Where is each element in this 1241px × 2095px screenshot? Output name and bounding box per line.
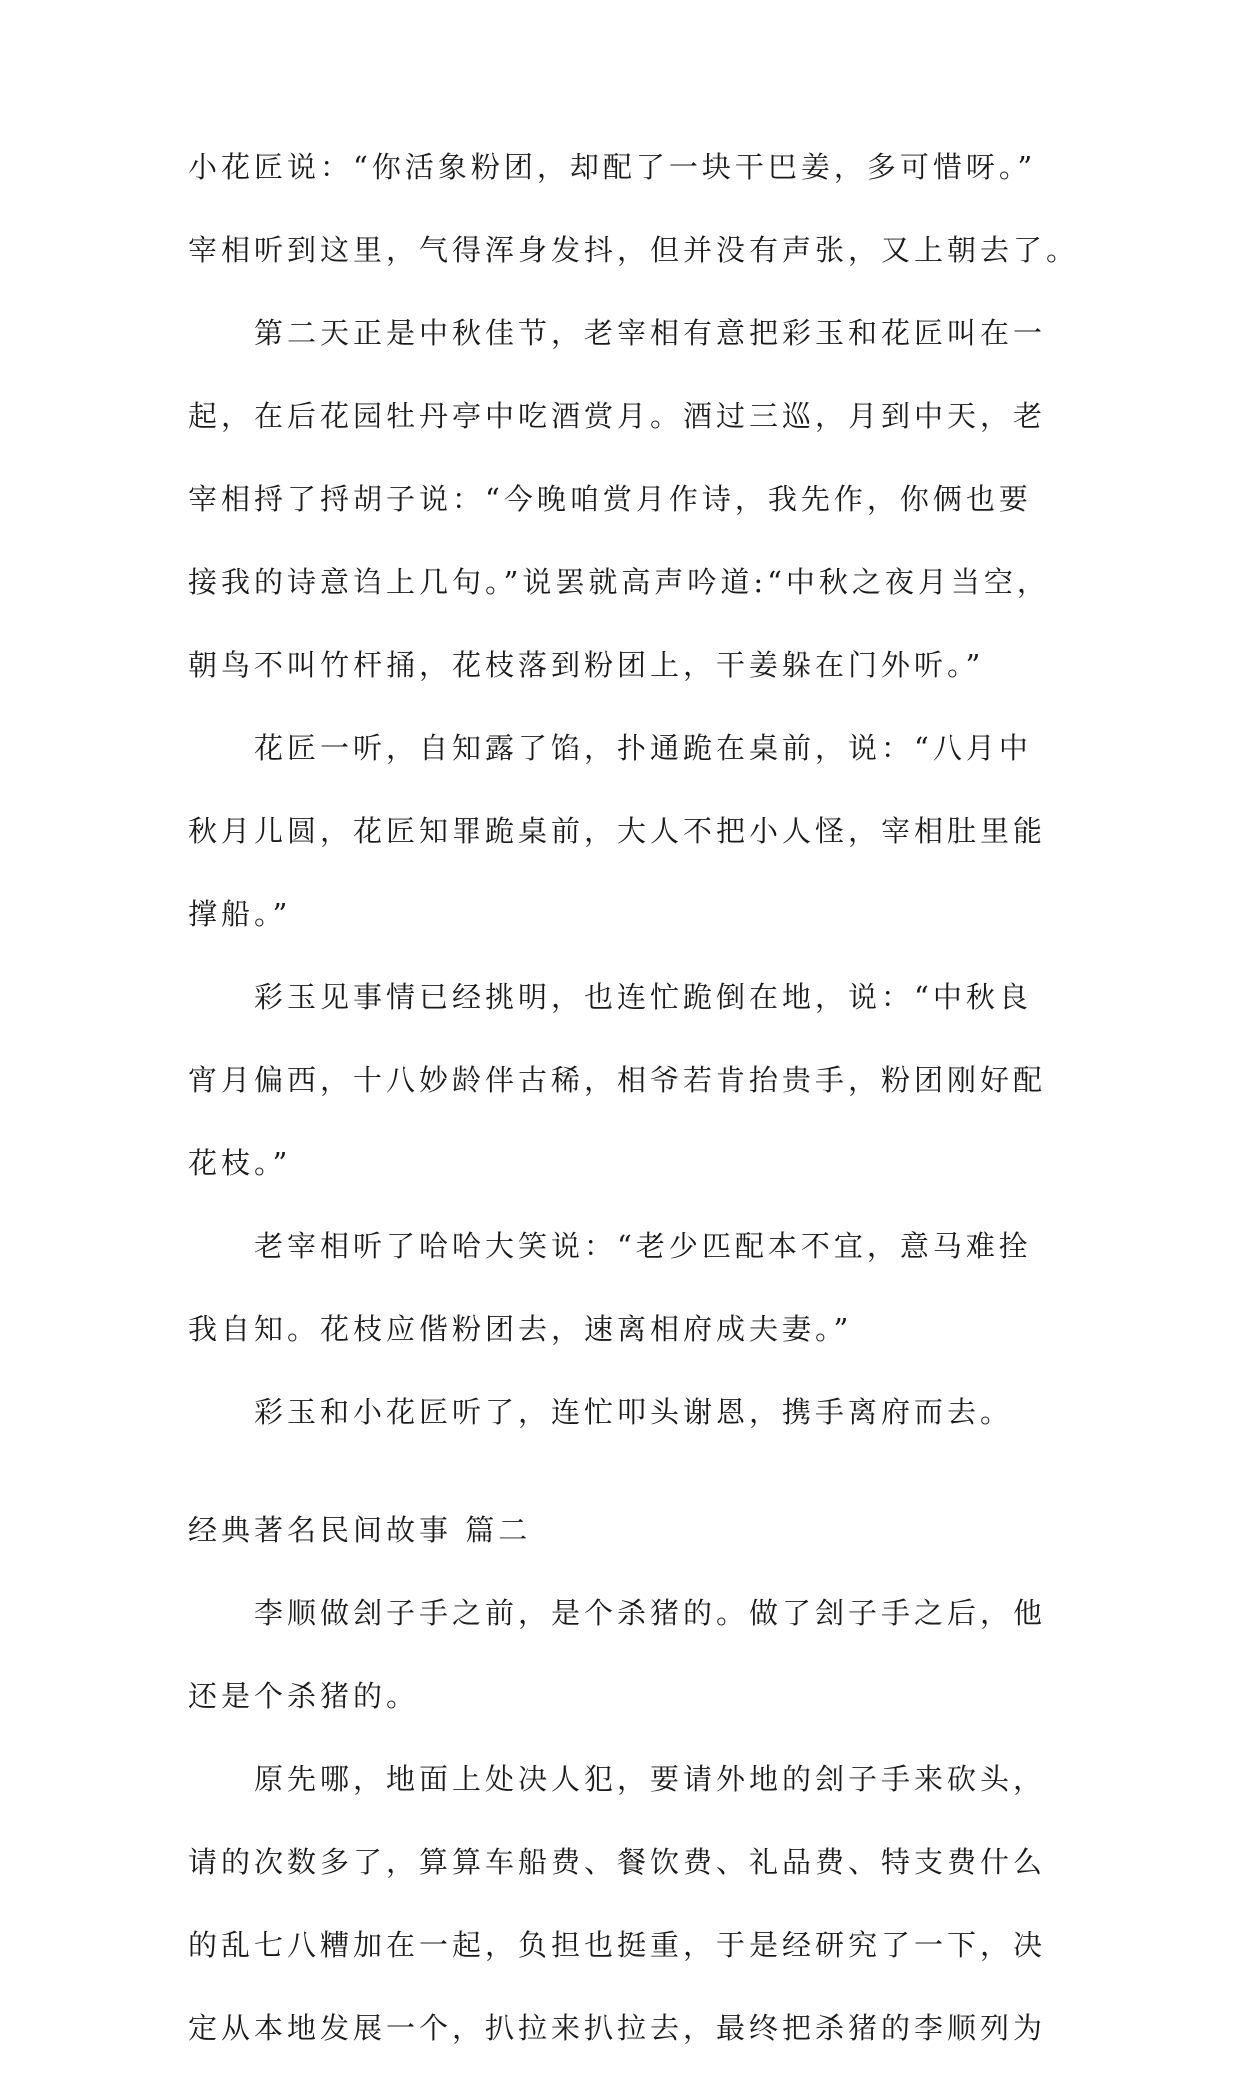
paragraph-line: 的乱七八糟加在一起，负担也挺重，于是经研究了一下，决	[188, 1928, 1047, 1962]
paragraph-line: 宰相捋了捋胡子说：“今晚咱赏月作诗，我先作，你俩也要	[188, 482, 1032, 516]
paragraph-line: 宰相听到这里，气得浑身发抖，但并没有声张，又上朝去了。	[188, 233, 1080, 267]
paragraph-line: 撑船。”	[188, 897, 292, 931]
paragraph-line: 我自知。花枝应偕粉团去，速离相府成夫妻。”	[188, 1312, 853, 1346]
paragraph-line: 宵月偏西，十八妙龄伴古稀，相爷若肯抬贵手，粉团刚好配	[188, 1063, 1047, 1097]
paragraph-line: 原先哪，地面上处决人犯，要请外地的刽子手来砍头，	[254, 1762, 1047, 1796]
paragraph-line: 彩玉见事情已经挑明，也连忙跪倒在地，说：“中秋良	[254, 980, 1032, 1014]
paragraph-line: 彩玉和小花匠听了，连忙叩头谢恩，携手离府而去。	[254, 1395, 1014, 1429]
paragraph-line: 李顺做刽子手之前，是个杀猪的。做了刽子手之后，他	[254, 1596, 1047, 1630]
document-body	[188, 150, 1080, 2095]
paragraph-line: 接我的诗意诌上几句。”说罢就高声吟道:“中秋之夜月当空，	[188, 565, 1050, 599]
paragraph-line: 定从本地发展一个，扒拉来扒拉去，最终把杀猪的李顺列为	[188, 2011, 1047, 2045]
paragraph-line: 请的次数多了，算算车船费、餐饮费、礼品费、特支费什么	[188, 1845, 1047, 1879]
paragraph-line: 第二天正是中秋佳节，老宰相有意把彩玉和花匠叫在一	[254, 316, 1047, 350]
paragraph-line: 秋月儿圆，花匠知罪跪桌前，大人不把小人怪，宰相肚里能	[188, 814, 1047, 848]
paragraph-line: 起，在后花园牡丹亭中吃酒赏月。酒过三巡，月到中天，老	[188, 399, 1047, 433]
paragraph-line: 老宰相听了哈哈大笑说：“老少匹配本不宜，意马难拴	[254, 1229, 1032, 1263]
section-heading: 经典著名民间故事 篇二	[188, 1513, 532, 1547]
paragraph-line: 还是个杀猪的。	[188, 1679, 420, 1713]
paragraph-line: 朝鸟不叫竹杆捅，花枝落到粉团上，干姜躲在门外听。”	[188, 648, 985, 682]
paragraph-line: 花匠一听，自知露了馅，扑通跪在桌前，说：“八月中	[254, 731, 1032, 765]
paragraph-line: 花枝。”	[188, 1146, 292, 1180]
paragraph-line: 小花匠说：“你活象粉团，却配了一块干巴姜，多可惜呀。”	[188, 150, 1037, 184]
